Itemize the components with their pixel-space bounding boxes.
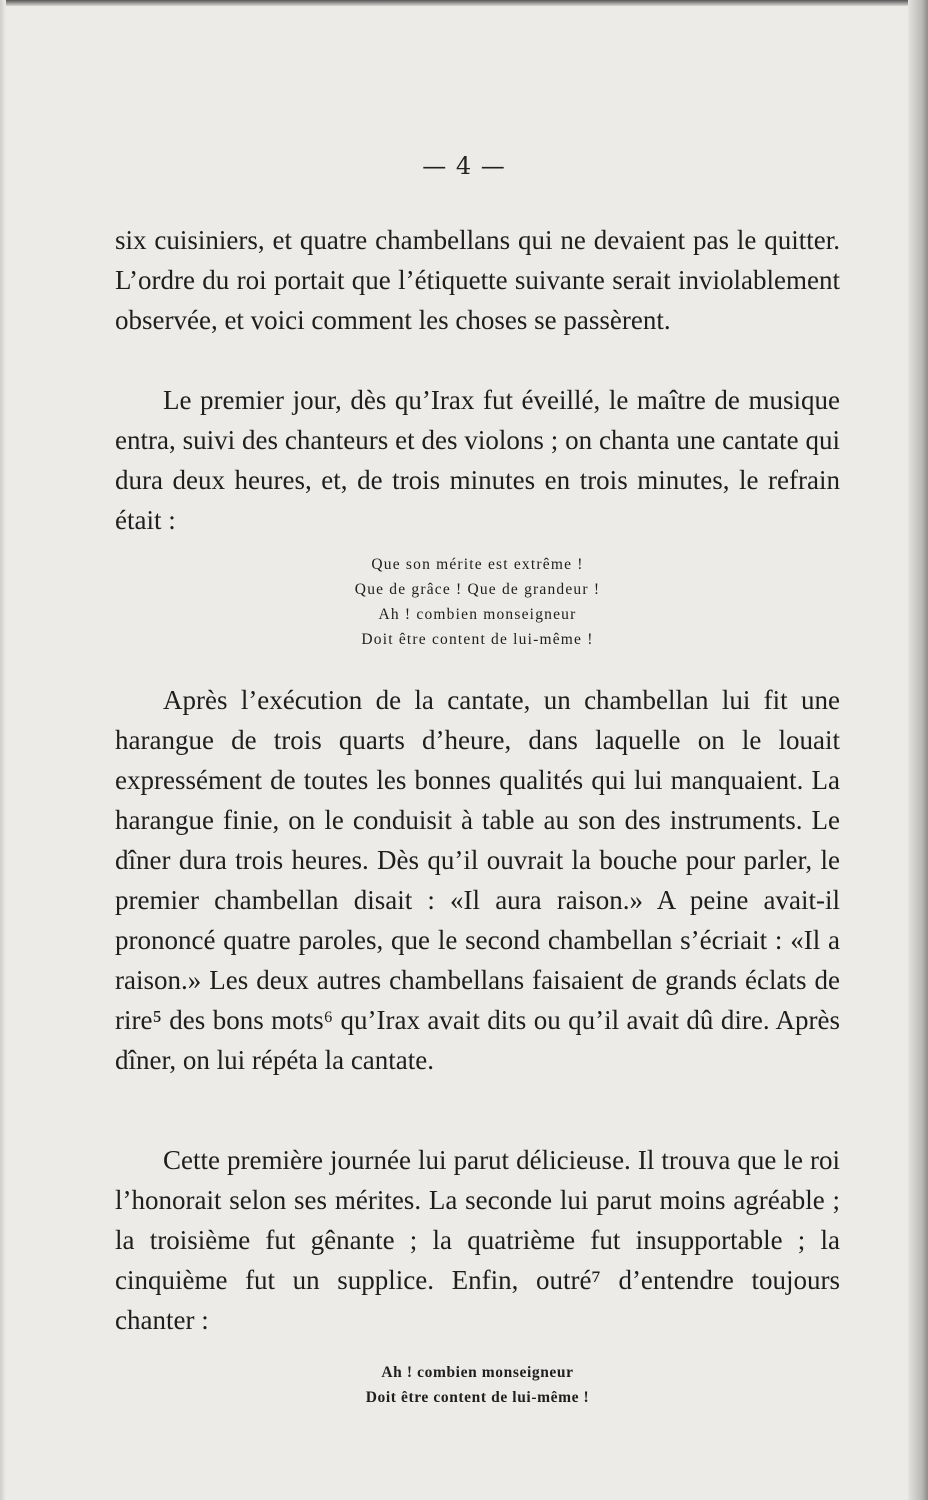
refrain-line-1: Que son mérite est extrême !	[371, 556, 584, 573]
paragraph-3: Après l’exécution de la cantate, un chambellan lui fit une harangue de trois quarts d’heure, dans laquelle on le louait expressément de toutes les bonnes qualités qui lui manquaient. La harangue finie, on le conduisit à table au son des instruments. Le dîner dura trois heures. Dès qu’il ouvrait la bouche pour parler, le premier chambellan disait : «Il aura raison.» A peine avait-il prononcé quatre paroles, que le second chambellan s’écriait : «Il a raison.» Les deux autres chambellans faisaient de grands éclats de rire⁵ des bons mots⁶ qu’Irax avait dits ou qu’il avait dû dire. Après dîner, on lui répéta la cantate.	[115, 685, 840, 1075]
refrain-line-2: Que de grâce ! Que de grandeur !	[354, 581, 601, 598]
page-top-edge	[0, 0, 928, 6]
refrain-verse	[115, 552, 840, 652]
paragraph-4: Cette première journée lui parut délicieuse. Il trouva que le roi l’honorait selon ses mérites. La seconde lui parut moins agréable ; la troisième fut gênante ; la quatrième fut insupportable ; la cinquième fut un supplice. Enfin, outré⁷ d’entendre toujours chanter :	[115, 1145, 840, 1335]
page-right-edge	[908, 0, 928, 1500]
page-left-edge	[0, 0, 6, 1500]
paragraph-1: six cuisiniers, et quatre chambellans qui ne devaient pas le quitter. L’ordre du roi portait que l’étiquette suivante serait inviolablement observée, et voici comment les choses se passèrent.	[115, 225, 840, 335]
paragraph-2: Le premier jour, dès qu’Irax fut éveillé, le maître de musique entra, suivi des chanteurs et des violons ; on chanta une cantate qui dura deux heures, et, de trois minutes en trois minutes, le refrain était :	[115, 385, 840, 535]
closing-refrain-line-2: Doit être content de lui-même !	[365, 1389, 590, 1406]
refrain-line-3: Ah ! combien monseigneur	[378, 606, 577, 623]
closing-refrain-line-1: Ah ! combien monseigneur	[381, 1364, 574, 1381]
page-number: — 4 —	[422, 152, 506, 180]
refrain-line-4: Doit être content de lui-même !	[361, 631, 594, 648]
closing-refrain-verse	[115, 1360, 840, 1410]
